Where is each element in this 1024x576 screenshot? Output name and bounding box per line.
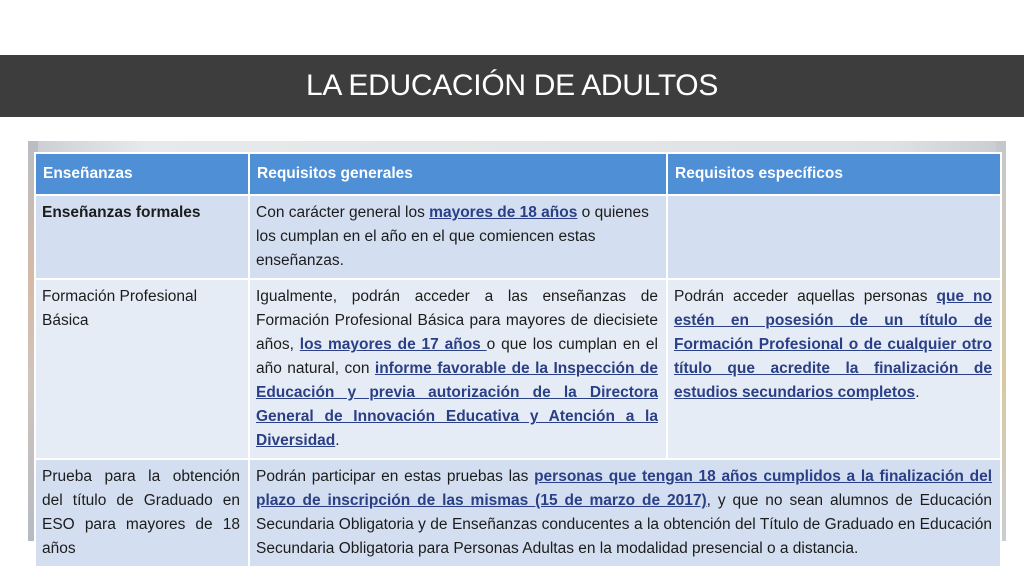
title-band <box>0 55 1024 117</box>
text-segment: , y que no sean alumnos de Educación Secundaria Obligatoria y de Enseñanzas conducentes a la obtención del Título de Graduado en Educación Secundaria Obligatoria para Personas Adultas en la modalidad presencial o a distancia. <box>256 492 992 557</box>
text-segment: . <box>915 384 920 401</box>
cell-requisitos-especificos <box>667 195 1001 279</box>
cell-ensenanza: Prueba para la obtención del título de Graduado en ESO para mayores de 18 años <box>35 459 249 567</box>
highlighted-text: personas que tengan 18 años cumplidos a la finalización del plazo de inscripción de las mismas (15 de marzo de 2017) <box>256 468 993 509</box>
table-row <box>35 459 1001 567</box>
table-row <box>35 195 1001 279</box>
header-ensenanzas: Enseñanzas <box>35 153 249 195</box>
cell-requisitos-generales <box>249 195 667 279</box>
table-row <box>35 279 1001 459</box>
requirements-table <box>34 152 1002 568</box>
text-segment: o quienes los cumplan en el año en el que comiencen estas enseñanzas. <box>256 204 649 269</box>
header-requisitos-generales: Requisitos generales <box>249 153 667 195</box>
slide-title: LA EDUCACIÓN DE ADULTOS <box>305 69 719 102</box>
highlighted-text: informe favorable de la Inspección de Educación y previa autorización de la Directora General de Innovación Educativa y Atención a la Diversidad <box>256 360 658 449</box>
text-segment: Podrán acceder aquellas personas <box>674 288 937 305</box>
highlighted-text: mayores de 18 años <box>429 204 578 221</box>
cell-requisitos-especificos <box>667 279 1001 459</box>
text-segment: . <box>335 432 340 449</box>
cell-ensenanza: Enseñanzas formales <box>35 195 249 279</box>
cell-requisitos-merged <box>249 459 1001 567</box>
text-segment: Podrán participar en estas pruebas las <box>256 468 535 485</box>
text-segment: o que los cumplan en el año natural, con <box>256 336 658 377</box>
cell-requisitos-generales <box>249 279 667 459</box>
highlighted-text: que no estén en posesión de un título de Formación Profesional o de cualquier otro título que acredite la finalización de estudios secundarios completos <box>674 288 992 401</box>
text-segment: Con carácter general los <box>256 204 430 221</box>
header-requisitos-especificos: Requisitos específicos <box>667 153 1001 195</box>
table-header-row <box>35 153 1001 195</box>
cell-ensenanza: Formación Profesional Básica <box>35 279 249 459</box>
highlighted-text: los mayores de 17 años <box>299 336 487 353</box>
text-segment: Igualmente, podrán acceder a las enseñanzas de Formación Profesional Básica para mayores de diecisiete años, <box>256 288 658 353</box>
